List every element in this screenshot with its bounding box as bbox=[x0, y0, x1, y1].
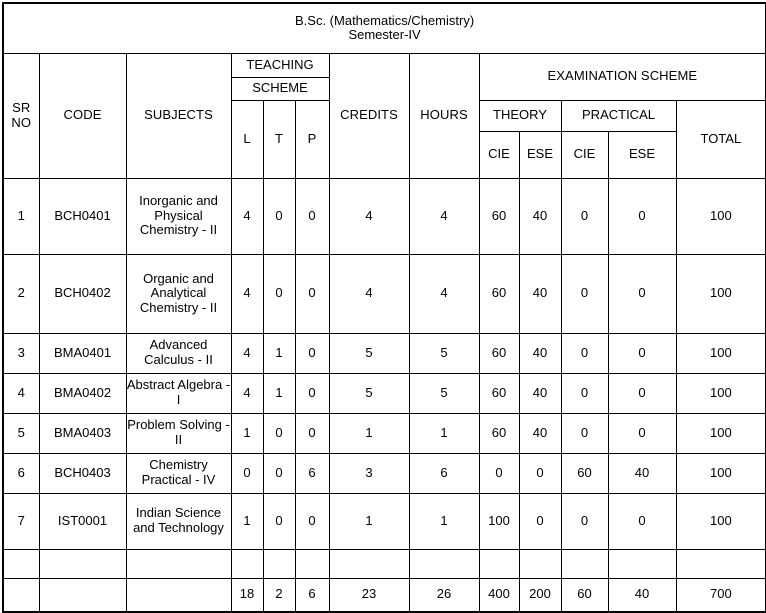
table-row bbox=[3, 178, 766, 254]
cell-practical-ese: 0 bbox=[608, 373, 676, 413]
cell-t: 0 bbox=[263, 453, 295, 493]
cell-l: 4 bbox=[231, 178, 263, 254]
header-examination-scheme: EXAMINATION SCHEME bbox=[479, 53, 766, 100]
cell-t: 0 bbox=[263, 254, 295, 333]
total-cell-subject bbox=[126, 578, 231, 612]
cell-practical-cie: 0 bbox=[561, 373, 608, 413]
cell-practical-ese: 0 bbox=[608, 254, 676, 333]
cell-total: 100 bbox=[676, 453, 766, 493]
cell-credits: 1 bbox=[329, 493, 409, 549]
cell-sr: 6 bbox=[3, 453, 39, 493]
cell-p: 0 bbox=[295, 373, 329, 413]
totals-row bbox=[3, 578, 766, 612]
table-row bbox=[3, 413, 766, 453]
cell-l: 1 bbox=[231, 493, 263, 549]
cell-theory-cie: 60 bbox=[479, 178, 519, 254]
cell-hours: 4 bbox=[409, 254, 479, 333]
cell-theory-cie: 60 bbox=[479, 333, 519, 373]
cell-l: 4 bbox=[231, 373, 263, 413]
table-row bbox=[3, 373, 766, 413]
cell-credits: 4 bbox=[329, 254, 409, 333]
cell-code: BCH0402 bbox=[39, 254, 126, 333]
header-scheme: SCHEME bbox=[231, 77, 329, 100]
cell-practical-cie: 0 bbox=[561, 493, 608, 549]
page-title bbox=[3, 3, 766, 53]
total-cell-p: 6 bbox=[295, 578, 329, 612]
cell-code: IST0001 bbox=[39, 493, 126, 549]
cell-practical-ese: 0 bbox=[608, 333, 676, 373]
cell-practical-ese: 0 bbox=[608, 493, 676, 549]
cell-theory-ese: 40 bbox=[519, 413, 561, 453]
header-theory-ese: ESE bbox=[519, 131, 561, 178]
table-row bbox=[3, 254, 766, 333]
cell-total: 100 bbox=[676, 373, 766, 413]
cell-total: 100 bbox=[676, 413, 766, 453]
total-cell-total: 700 bbox=[676, 578, 766, 612]
cell-total: 100 bbox=[676, 254, 766, 333]
title-line-degree: B.Sc. (Mathematics/Chemistry) bbox=[295, 12, 475, 28]
cell-t: 1 bbox=[263, 333, 295, 373]
cell-theory-ese: 40 bbox=[519, 254, 561, 333]
header-credits: CREDITS bbox=[329, 53, 409, 178]
cell-theory-cie: 60 bbox=[479, 254, 519, 333]
header-row-1 bbox=[3, 53, 766, 77]
cell-l: 1 bbox=[231, 413, 263, 453]
cell-p: 0 bbox=[295, 413, 329, 453]
cell-total: 100 bbox=[676, 178, 766, 254]
cell-p: 0 bbox=[295, 333, 329, 373]
cell-hours: 5 bbox=[409, 333, 479, 373]
header-sr-no-line1: SR bbox=[12, 99, 31, 115]
total-cell-practical-cie: 60 bbox=[561, 578, 608, 612]
cell-sr: 4 bbox=[3, 373, 39, 413]
header-sr-no-line2: NO bbox=[11, 114, 32, 130]
cell-total bbox=[676, 549, 766, 578]
cell-theory-ese: 40 bbox=[519, 333, 561, 373]
semester-scheme-table bbox=[2, 2, 766, 613]
cell-subject: Problem Solving - II bbox=[126, 413, 231, 453]
header-practical-ese: ESE bbox=[608, 131, 676, 178]
cell-theory-cie: 60 bbox=[479, 413, 519, 453]
cell-hours bbox=[409, 549, 479, 578]
cell-credits: 5 bbox=[329, 373, 409, 413]
cell-code bbox=[39, 549, 126, 578]
cell-t: 0 bbox=[263, 178, 295, 254]
cell-hours: 5 bbox=[409, 373, 479, 413]
header-sr-no bbox=[3, 53, 39, 178]
cell-hours: 4 bbox=[409, 178, 479, 254]
cell-theory-cie: 60 bbox=[479, 373, 519, 413]
total-cell-practical-ese: 40 bbox=[608, 578, 676, 612]
cell-hours: 1 bbox=[409, 493, 479, 549]
total-cell-theory-ese: 200 bbox=[519, 578, 561, 612]
header-subjects: SUBJECTS bbox=[126, 53, 231, 178]
cell-subject: Indian Science and Technology bbox=[126, 493, 231, 549]
cell-code: BMA0402 bbox=[39, 373, 126, 413]
header-lectures: L bbox=[231, 100, 263, 178]
cell-sr: 2 bbox=[3, 254, 39, 333]
cell-practical-ese bbox=[608, 549, 676, 578]
cell-t bbox=[263, 549, 295, 578]
cell-code: BMA0401 bbox=[39, 333, 126, 373]
cell-subject: Organic and Analytical Chemistry - II bbox=[126, 254, 231, 333]
cell-code: BCH0401 bbox=[39, 178, 126, 254]
cell-subject: Advanced Calculus - II bbox=[126, 333, 231, 373]
total-cell-l: 18 bbox=[231, 578, 263, 612]
header-practical-cie: CIE bbox=[561, 131, 608, 178]
cell-theory-cie bbox=[479, 549, 519, 578]
cell-theory-ese: 40 bbox=[519, 178, 561, 254]
table-row bbox=[3, 333, 766, 373]
cell-theory-ese: 0 bbox=[519, 453, 561, 493]
cell-sr: 3 bbox=[3, 333, 39, 373]
total-cell-credits: 23 bbox=[329, 578, 409, 612]
header-theory-cie: CIE bbox=[479, 131, 519, 178]
cell-credits: 3 bbox=[329, 453, 409, 493]
blank-row bbox=[3, 549, 766, 578]
header-practical: PRACTICAL bbox=[561, 100, 676, 131]
cell-practical-ese: 0 bbox=[608, 413, 676, 453]
total-cell-hours: 26 bbox=[409, 578, 479, 612]
cell-credits: 1 bbox=[329, 413, 409, 453]
cell-practical-ese: 0 bbox=[608, 178, 676, 254]
table-row bbox=[3, 453, 766, 493]
header-theory: THEORY bbox=[479, 100, 561, 131]
cell-theory-ese: 40 bbox=[519, 373, 561, 413]
cell-l: 0 bbox=[231, 453, 263, 493]
cell-sr bbox=[3, 549, 39, 578]
cell-practical-cie: 0 bbox=[561, 413, 608, 453]
cell-l: 4 bbox=[231, 254, 263, 333]
cell-sr: 5 bbox=[3, 413, 39, 453]
cell-l bbox=[231, 549, 263, 578]
cell-credits: 5 bbox=[329, 333, 409, 373]
title-line-semester: Semester-IV bbox=[348, 27, 421, 43]
cell-total: 100 bbox=[676, 493, 766, 549]
cell-subject: Abstract Algebra - I bbox=[126, 373, 231, 413]
header-hours: HOURS bbox=[409, 53, 479, 178]
cell-l: 4 bbox=[231, 333, 263, 373]
header-total: TOTAL bbox=[676, 100, 766, 178]
title-row bbox=[3, 3, 766, 53]
cell-practical-cie: 60 bbox=[561, 453, 608, 493]
total-cell-t: 2 bbox=[263, 578, 295, 612]
cell-subject: Inorganic and Physical Chemistry - II bbox=[126, 178, 231, 254]
total-cell-theory-cie: 400 bbox=[479, 578, 519, 612]
header-code: CODE bbox=[39, 53, 126, 178]
cell-t: 0 bbox=[263, 493, 295, 549]
cell-theory-cie: 100 bbox=[479, 493, 519, 549]
total-cell-sr bbox=[3, 578, 39, 612]
cell-practical-ese: 40 bbox=[608, 453, 676, 493]
cell-code: BCH0403 bbox=[39, 453, 126, 493]
header-tutorials: T bbox=[263, 100, 295, 178]
cell-p: 0 bbox=[295, 493, 329, 549]
cell-practical-cie: 0 bbox=[561, 254, 608, 333]
cell-theory-ese: 0 bbox=[519, 493, 561, 549]
cell-practical-cie: 0 bbox=[561, 333, 608, 373]
cell-p: 6 bbox=[295, 453, 329, 493]
cell-subject: Chemistry Practical - IV bbox=[126, 453, 231, 493]
cell-code: BMA0403 bbox=[39, 413, 126, 453]
header-practicals: P bbox=[295, 100, 329, 178]
cell-credits: 4 bbox=[329, 178, 409, 254]
cell-hours: 6 bbox=[409, 453, 479, 493]
cell-sr: 7 bbox=[3, 493, 39, 549]
cell-theory-cie: 0 bbox=[479, 453, 519, 493]
total-cell-code bbox=[39, 578, 126, 612]
cell-practical-cie: 0 bbox=[561, 178, 608, 254]
cell-sr: 1 bbox=[3, 178, 39, 254]
cell-p: 0 bbox=[295, 254, 329, 333]
cell-subject bbox=[126, 549, 231, 578]
header-teaching: TEACHING bbox=[231, 53, 329, 77]
cell-theory-ese bbox=[519, 549, 561, 578]
cell-hours: 1 bbox=[409, 413, 479, 453]
cell-t: 0 bbox=[263, 413, 295, 453]
cell-p bbox=[295, 549, 329, 578]
table-row bbox=[3, 493, 766, 549]
cell-credits bbox=[329, 549, 409, 578]
cell-total: 100 bbox=[676, 333, 766, 373]
cell-p: 0 bbox=[295, 178, 329, 254]
cell-t: 1 bbox=[263, 373, 295, 413]
cell-practical-cie bbox=[561, 549, 608, 578]
